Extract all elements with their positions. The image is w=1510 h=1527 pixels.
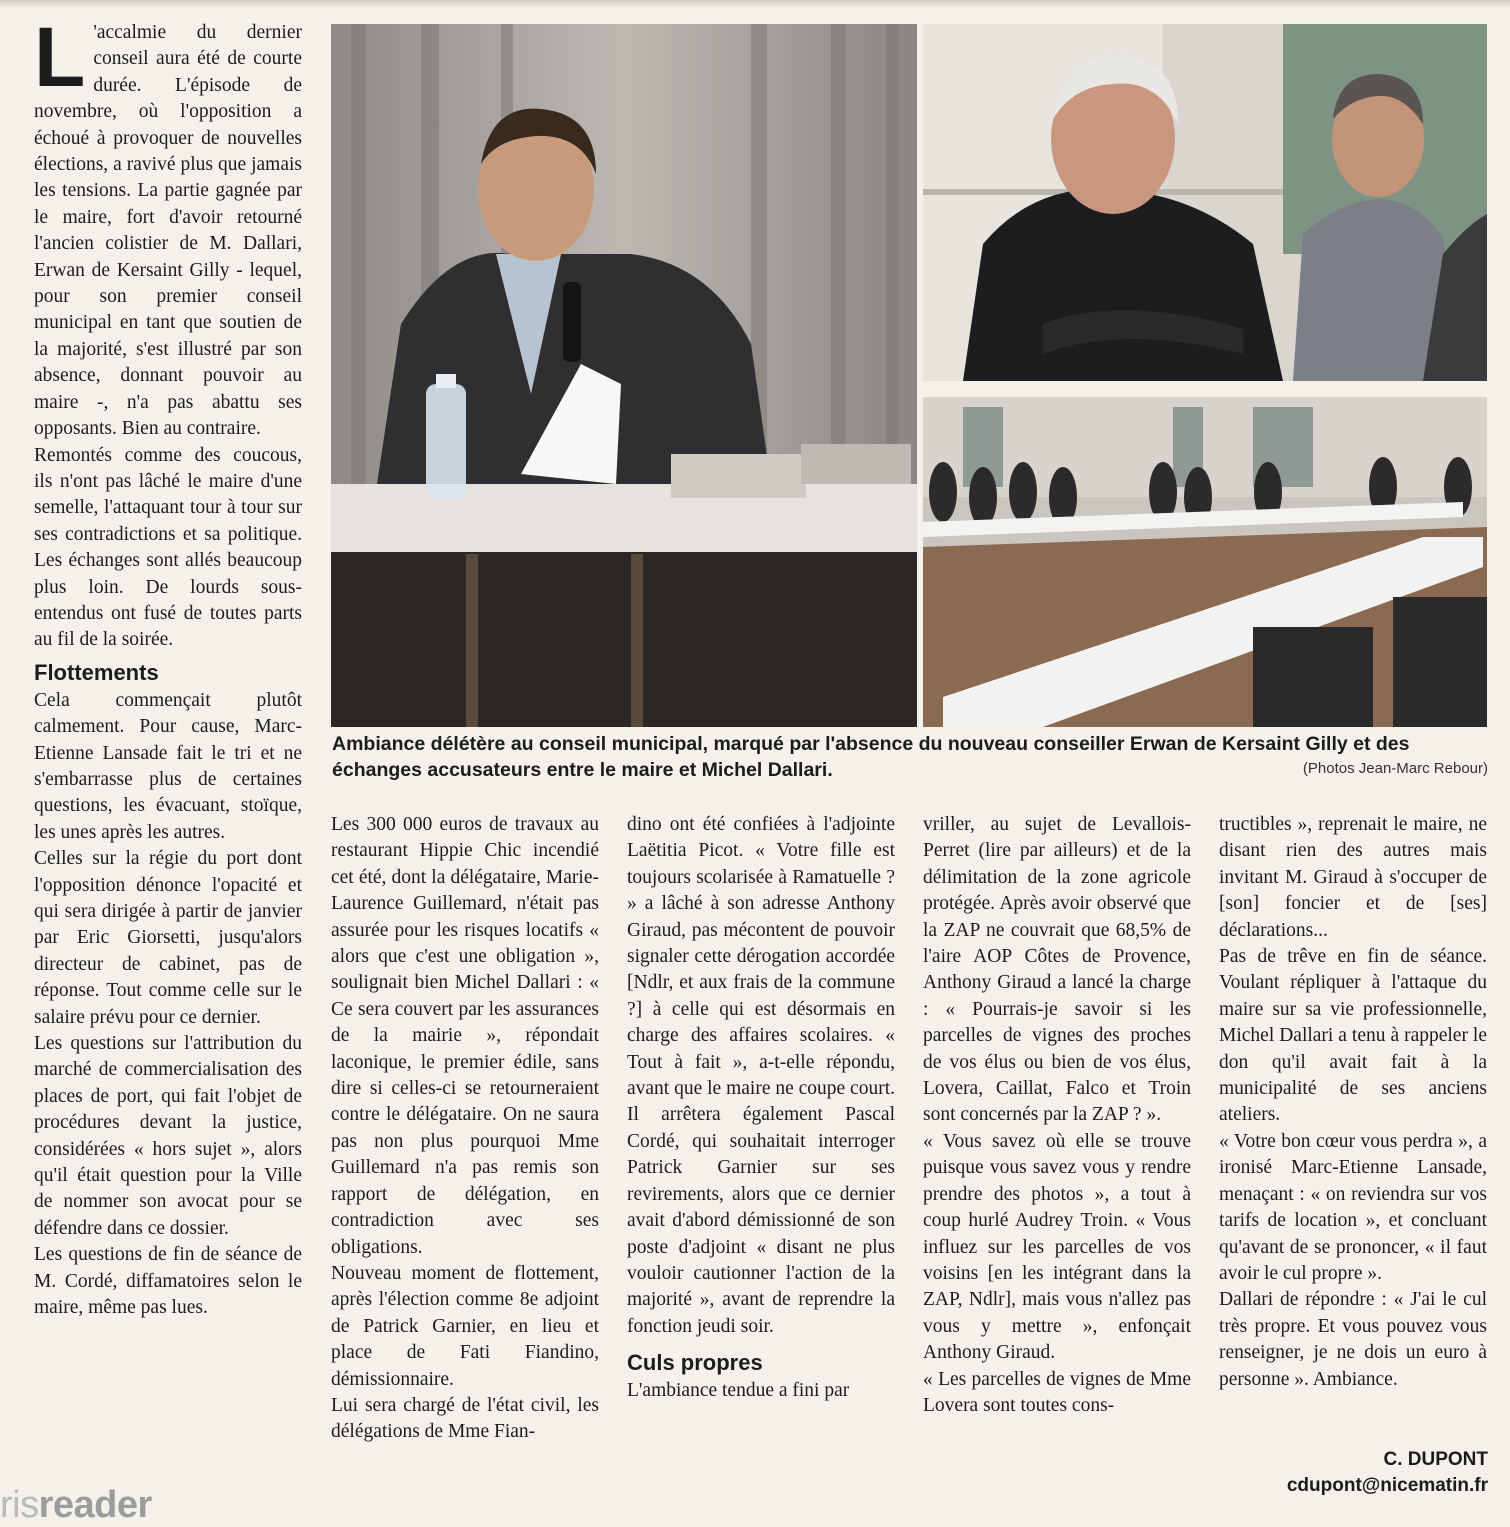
author-name: C. DUPONT [1383,1449,1488,1470]
paragraph: Il arrêtera également Pascal Cordé, qui souhaitait interroger Patrick Garnier sur ses revirements, alors que ce dernier avait d'abord démissionné de son poste d'adjoint « disant ne plus vouloir cautionner l'action de la majorité », avant de reprendre la fonction jeudi soir. [627,1104,895,1337]
paragraph: « Votre bon cœur vous perdra », a ironisé Marc-Etienne Lansade, menaçant : « on reviendra sur vos tarifs de location », et concluant qu'avant de se prononcer, « il faut avoir le cul propre ». [1219,1130,1487,1284]
drop-cap: L [34,10,86,104]
paragraph: Dallari de répondre : « J'ai le cul très propre. Et vous pouvez vous renseigner, je ne dois un euro à personne ». Ambiance. [1219,1289,1487,1390]
article-column-1 [34,10,302,1322]
subheading-culs-propres: Culs propres [627,1350,763,1376]
article-column-2 [331,812,599,1446]
paragraph: Remontés comme des coucous, ils n'ont pas lâché le maire d'une semelle, l'attaquant tour à tour sur ses contradictions et sa politique. Les échanges sont allés beaucoup plus loin. De lourds sous-entendus ont fusé de toutes parts au fil de la soirée. [34,444,302,651]
paragraph: Lui sera chargé de l'état civil, les délégations de Mme Fian- [331,1394,599,1443]
photo-council-room [923,397,1487,727]
photo-councillors-closeup [923,24,1487,381]
paragraph: Les questions sur l'attribution du marché de commercialisation des places de port, qui fait l'objet de procédures devant la justice, considérées « hors sujet », alors qu'il était question pour la Ville de nommer son avocat pour se défendre dans ce dossier. [34,1033,302,1239]
watermark-prefix: ris [0,1484,39,1526]
paragraph: dino ont été confiées à l'adjointe Laëtitia Picot. « Votre fille est toujours scolarisée à Ramatuelle ? » a lâché à son adresse Anthony Giraud, pas mécontent de pouvoir signaler cette dérogation accordée [Ndlr, et aux frais de la commune ?] à celle qui est désormais en charge des affaires scolaires. « Tout à fait », a-t-elle répondu, avant que le maire ne coupe court. [627,814,896,1100]
author-email[interactable]: cdupont@nicematin.fr [1286,1475,1488,1496]
paragraph: vriller, au sujet de Levallois-Perret (lire par ailleurs) et de la délimitation de la zone agricole protégée. Après avoir observé que la ZAP ne couvrait que 68,5% de l'aire AOP Côtes de Provence, Anthony Giraud a lancé la charge : « Pourrais-je savoir si les parcelles de vignes des proches de vos élus ou bien de vos élus, Lovera, Caillat, Falco et Troin sont concernés par la ZAP ? ». [923,814,1191,1126]
photo-mayor-speaking [331,24,917,727]
paragraph: L'ambiance tendue a fini par [627,1380,850,1402]
article-column-4 [923,812,1191,1419]
photo-caption: Ambiance délétère au conseil municipal, marqué par l'absence du nouveau conseiller Erwan de Kersaint Gilly et des échanges accusateurs entre le maire et Michel Dallari. [332,733,1410,781]
paragraph: Cela commençait plutôt calmement. Pour cause, Marc-Etienne Lansade fait le tri et ne s'embarrasse plus de certaines questions, les évacuant, stoïque, les unes après les autres. [34,689,302,843]
paragraph: Nouveau moment de flottement, après l'élection comme 8e adjoint de Patrick Garnier, en lieu et place de Fati Fiandino, démissionnaire. [331,1262,599,1390]
paragraph: Les 300 000 euros de travaux au restaurant Hippie Chic incendié cet été, dont la délégataire, Marie-Laurence Guillemard, n'était pas assurée pour les risques locatifs « alors que c'est une obligation », soulignait bien Michel Dallari : « Ce sera couvert par les assurances de la mairie », répondait laconique, le premier édile, sans dire si celles-ci se retourneraient contre le délégataire. On ne saura pas non plus pourquoi Mme Guillemard n'a pas remis son rapport de délégation, en contradiction avec ses obligations. [331,814,599,1258]
watermark-brand: reader [38,1484,152,1526]
watermark-logo [0,1484,152,1527]
paragraph: Les questions de fin de séance de M. Cordé, diffamatoires selon le maire, même pas lues. [34,1244,302,1319]
previous-page-strip [0,0,1510,8]
article-column-5 [1219,812,1487,1393]
paragraph: « Les parcelles de vignes de Mme Lovera sont toutes cons- [923,1368,1191,1416]
photo-credit: (Photos Jean-Marc Rebour) [1302,760,1488,777]
paragraph: « Vous savez où elle se trouve puisque vous savez vous y rendre prendre des photos », a tout à coup hurlé Audrey Troin. « Vous influez sur les parcelles de vos voisins [en les intégrant dans la ZAP, Ndlr], mais vous n'allez pas vous y mettre », enfonçait Anthony Giraud. [923,1130,1191,1364]
subheading-flottements: Flottements [34,659,159,685]
paragraph: Pas de trêve en fin de séance. Voulant répliquer à l'attaque du maire sur sa vie professionnelle, Michel Dallari a tenu à rappeler le don qu'il avait fait à la municipalité de ses anciens ateliers. [1219,946,1487,1126]
paragraph: tructibles », reprenait le maire, ne disant rien des autres mais invitant M. Giraud à s'occuper de [son] foncier et de [ses] déclarations... [1219,814,1487,941]
paragraph: Celles sur la régie du port dont l'opposition dénonce l'opacité et qui sera dirigée à partir de janvier par Eric Giorsetti, jusqu'alors directeur de cabinet, pas de réponse. Tout comme celle sur le salaire prévu pour ce dernier. [34,848,302,1028]
article-column-3 [627,812,895,1405]
paragraph: 'accalmie du dernier conseil aura été de courte durée. L'épisode de novembre, où l'opposition a échoué à provoquer de nouvelles élections, a ravivé plus que jamais les tensions. La partie gagnée par le maire, fort d'avoir retourné l'ancien colistier de M. Dallari, Erwan de Kersaint Gilly - lequel, pour son premier conseil municipal en tant que soutien de la majorité, s'est illustré par son absence, donnant pouvoir au maire -, n'a pas abattu ses opposants. Bien au contraire. [34,22,302,440]
author-signature [1287,1447,1488,1499]
